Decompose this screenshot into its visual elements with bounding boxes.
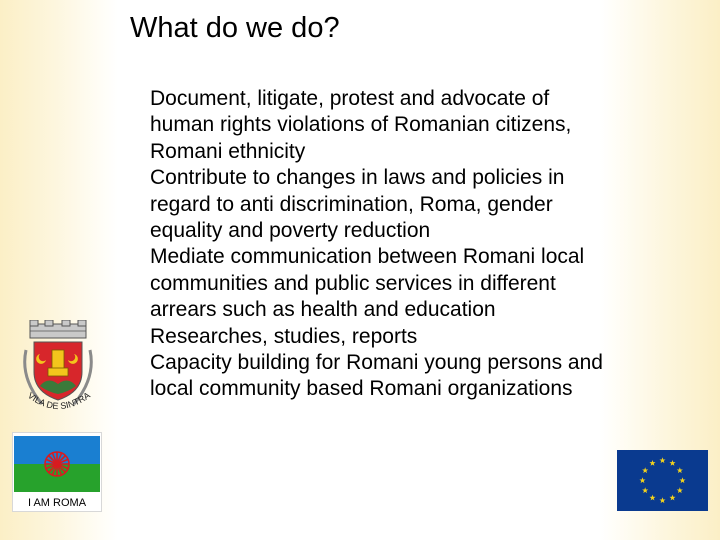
bullet-item: Contribute to changes in laws and policies in regard to anti discrimination, Roma, gender equality and poverty reduction [150,166,565,243]
roma-caption: I AM ROMA [27,497,87,509]
bullet-list [150,86,610,403]
mural-crown-icon [30,320,86,338]
sintra-crest-logo [12,320,104,420]
bullet-item: Researches, studies, reports [150,324,418,348]
eu-flag-icon [617,450,708,511]
bullet-item: Capacity building for Romani young persons and local community based Romani organizations [150,351,603,401]
roma-flag-icon [14,436,100,492]
roma-flag-logo [12,432,102,512]
bullet-item: Document, litigate, protest and advocate of human rights violations of Romanian citizens, Romani ethnicity [150,87,572,163]
bullet-item: Mediate communication between Romani local communities and public services in different arrears such as health and education [150,245,585,322]
crest-motto-text: VILA DE SINTRA [25,390,92,412]
slide-title: What do we do? [130,12,340,44]
